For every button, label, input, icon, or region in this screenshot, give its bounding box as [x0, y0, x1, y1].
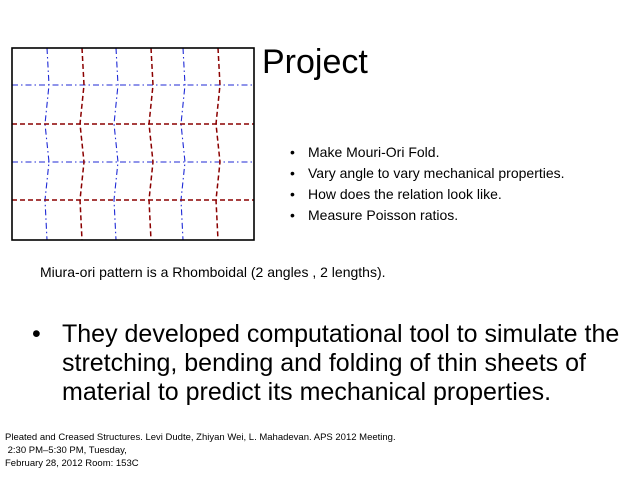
reference-line: February 28, 2012 Room: 153C	[5, 458, 139, 469]
bullet-item: • Make Mouri-Ori Fold.	[290, 142, 565, 163]
main-bullet	[32, 320, 632, 407]
bullet-item: • Vary angle to vary mechanical properties.	[290, 163, 565, 184]
reference-line: Pleated and Creased Structures. Levi Dudte, Zhiyan Wei, L. Mahadevan. APS 2012 Meeting.	[5, 432, 396, 443]
diagram-caption: Miura-ori pattern is a Rhomboidal (2 angles , 2 lengths).	[40, 264, 386, 280]
reference-line: 2:30 PM–5:30 PM, Tuesday,	[5, 445, 127, 456]
miura-ori-crease-pattern	[11, 47, 255, 241]
project-bullet-list	[290, 142, 565, 226]
bullet-item: • How does the relation look like.	[290, 184, 565, 205]
reference-citation	[5, 431, 396, 470]
slide-title: Project	[262, 43, 368, 81]
bullet-item: • Measure Poisson ratios.	[290, 205, 565, 226]
main-bullet-text: They developed computational tool to simulate the stretching, bending and folding of thin sheets of material to predict its mechanical properties.	[62, 320, 620, 406]
valley-folds-vertical	[45, 48, 185, 240]
mountain-folds-vertical	[80, 48, 220, 240]
bullet-dot: •	[32, 320, 41, 348]
